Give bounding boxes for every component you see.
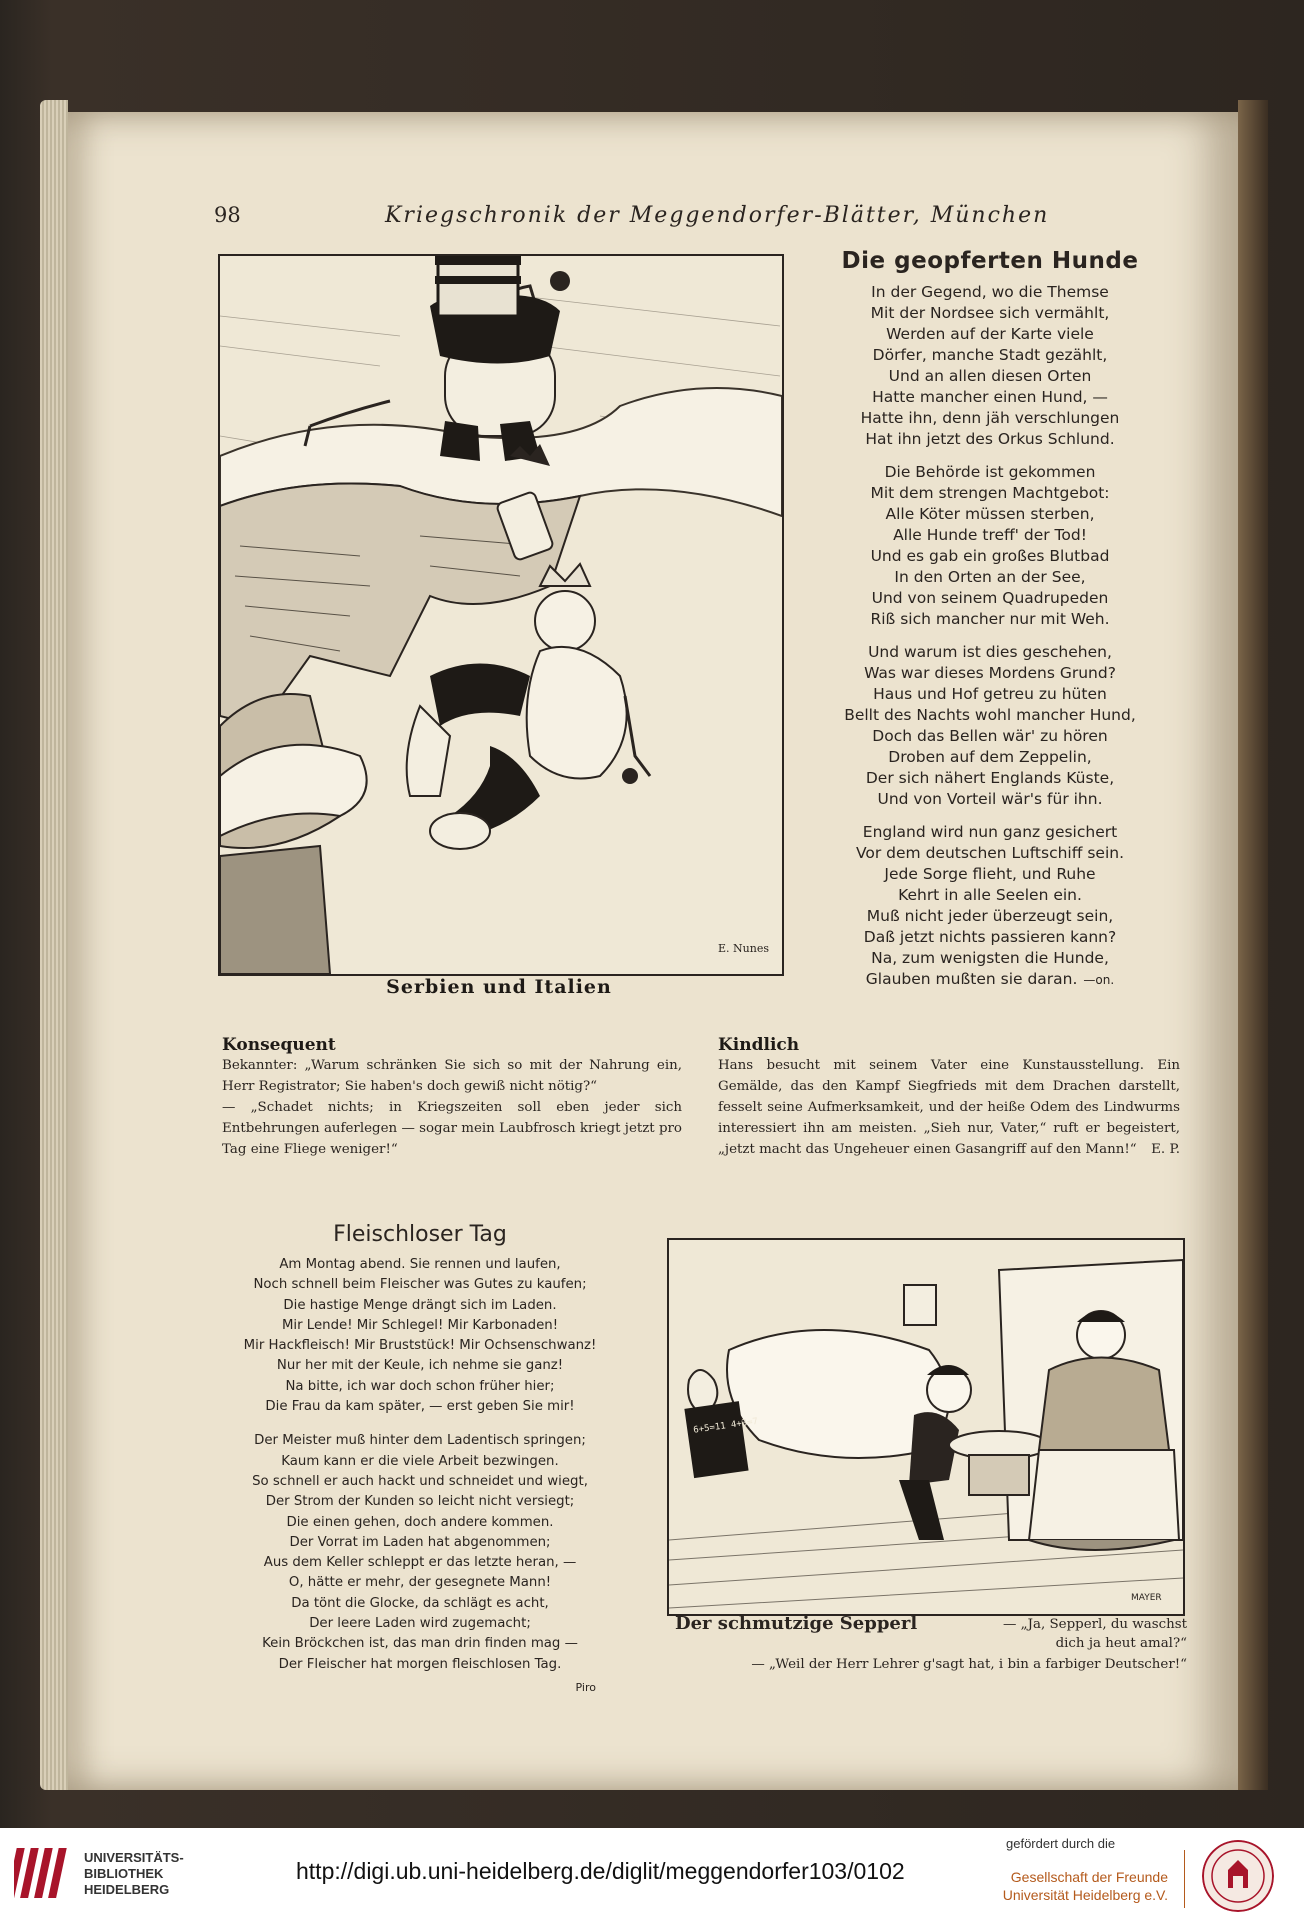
fleisch-line: Die hastige Menge drängt sich im Laden. [283, 1297, 557, 1313]
fleischloser-tag-title: Fleischloser Tag [333, 1222, 507, 1247]
poem-stanza [820, 462, 1160, 630]
poem-line: Na, zum wenigsten die Hunde, [871, 949, 1109, 967]
poem-stanza [820, 282, 1160, 450]
fleisch-line: Da tönt die Glocke, da schlägt es acht, [291, 1595, 549, 1611]
fleisch-line: Kein Bröckchen ist, das man drin finden mag — [262, 1636, 578, 1652]
poem-title: Die geopferten Hunde [841, 248, 1139, 274]
funded-by-label: gefördert durch die [1006, 1836, 1116, 1851]
poem-fleischloser-tag [220, 1222, 620, 1694]
kindlich-signature: E. P. [1151, 1142, 1180, 1157]
fleisch-line: Die einen gehen, doch andere kommen. [286, 1514, 554, 1530]
footer-divider [1184, 1850, 1185, 1908]
konsequent-text [222, 1055, 682, 1160]
poem-line: In den Orten an der See, [894, 568, 1086, 586]
fleisch-line: Die Frau da kam später, — erst geben Sie mir! [265, 1399, 575, 1415]
fleisch-line: Noch schnell beim Fleischer was Gutes zu kaufen; [253, 1277, 587, 1293]
poem-line: Jede Sorge flieht, und Ruhe [884, 865, 1096, 883]
cartoon-sepperl-illustration [669, 1240, 1183, 1614]
poem-line: England wird nun ganz gesichert [862, 823, 1118, 841]
poem-line: Die Behörde ist gekommen [884, 463, 1096, 481]
fleisch-line: Der leere Laden wird zugemacht; [309, 1616, 531, 1632]
fleisch-stanza [220, 1255, 620, 1417]
poem-line: Und an allen diesen Orten [888, 367, 1092, 385]
poem-line: Hatte ihn, denn jäh verschlungen [860, 409, 1120, 427]
sepperl-answer: — „Weil der Herr Lehrer g'sagt hat, i bin a farbiger Deutscher!“ [751, 1657, 1187, 1672]
sepperl-question: — „Ja, Sepperl, du waschst dich ja heut amal?“ [1003, 1617, 1187, 1651]
poem-line: In der Gegend, wo die Themse [871, 283, 1109, 301]
society-name [1000, 1868, 1168, 1904]
fleisch-line: Nur her mit der Keule, ich nehme sie ganz! [276, 1358, 564, 1374]
poem-line: Was war dieses Mordens Grund? [864, 664, 1116, 682]
book-spine [1238, 100, 1268, 1790]
library-name-line: HEIDELBERG [84, 1882, 170, 1897]
poem-stanza [820, 642, 1160, 810]
poem-stanza [820, 822, 1160, 991]
cartoon-caption: Serbien und Italien [386, 976, 612, 998]
kindlich-title: Kindlich [718, 1035, 800, 1055]
poem-line: Hatte mancher einen Hund, — [872, 388, 1108, 406]
poem-line: Haus und Hof getreu zu hüten [873, 685, 1107, 703]
poem-geopferte-hunde [820, 248, 1160, 1003]
library-name-line: UNIVERSITÄTS- [84, 1850, 184, 1865]
fleisch-line: Aus dem Keller schleppt er das letzte heran, — [263, 1555, 577, 1571]
fleisch-line: O, hätte er mehr, der gesegnete Mann! [288, 1575, 552, 1591]
running-header: Kriegschronik der Meggendorfer-Blätter, München [385, 203, 1050, 228]
book-page-edges [40, 100, 68, 1790]
poem-signature: —on. [1083, 973, 1115, 987]
fleisch-stanza [220, 1431, 620, 1675]
poem-line: Werden auf der Karte viele [886, 325, 1094, 343]
fleisch-line: Der Vorrat im Laden hat abgenommen; [289, 1534, 551, 1550]
poem-line: Und es gab ein großes Blutbad [870, 547, 1110, 565]
article-kindlich [718, 1035, 1180, 1160]
poem-line: Bellt des Nachts wohl mancher Hund, [844, 706, 1136, 724]
konsequent-paragraph: — „Schadet nichts; in Kriegszeiten soll eben jeder sich Entbehrungen auferlegen — sogar mein Laubfrosch kriegt jetzt pro Tag eine Fliege weniger!“ [222, 1100, 682, 1157]
fleisch-signature: Piro [575, 1680, 596, 1694]
article-konsequent [222, 1035, 682, 1160]
poem-line [820, 969, 1160, 991]
fleisch-line: Am Montag abend. Sie rennen und laufen, [279, 1257, 561, 1272]
poem-line: Mit dem strengen Machtgebot: [870, 484, 1110, 502]
ub-logo-icon [14, 1842, 74, 1904]
poem-line: Vor dem deutschen Luftschiff sein. [855, 844, 1125, 862]
fleisch-line: Der Meister muß hinter dem Ladentisch springen; [254, 1433, 586, 1449]
sepperl-title: Der schmutzige Sepperl [675, 1613, 918, 1634]
poem-line: Dörfer, manche Stadt gezählt, [872, 346, 1108, 364]
society-name-line: Gesellschaft der Freunde [1010, 1869, 1168, 1885]
cartoon-serbien-italien [218, 254, 784, 976]
library-name-line: BIBLIOTHEK [84, 1866, 164, 1881]
poem-line: Alle Köter müssen sterben, [885, 505, 1095, 523]
fleisch-line: Na bitte, ich war doch schon früher hier; [285, 1378, 555, 1394]
artist-signature: E. Nunes [718, 942, 769, 955]
fleisch-line: Mir Hackfleisch! Mir Bruststück! Mir Ochsenschwanz! [243, 1338, 597, 1354]
poem-line-text: Glauben mußten sie daran. [865, 970, 1078, 988]
fleisch-line: Kaum kann er die viele Arbeit bezwingen. [281, 1453, 559, 1469]
fleisch-line: Der Strom der Kunden so leicht nicht versiegt; [265, 1494, 575, 1510]
konsequent-paragraph: Bekannter: „Warum schränken Sie sich so mit der Nahrung ein, Herr Registrator; Sie haben's doch gewiß nicht nötig?“ [222, 1058, 682, 1094]
poem-line: Mit der Nordsee sich vermählt, [870, 304, 1110, 322]
poem-line: Und von seinem Quadrupeden [871, 589, 1109, 607]
poem-line: Und von Vorteil wär's für ihn. [877, 790, 1103, 808]
kindlich-paragraph: Hans besucht mit seinem Vater eine Kunstausstellung. Ein Gemälde, das den Kampf Siegfrieds mit dem Drachen darstellt, fesselt seine Aufmerksamkeit, und der heiße Odem des Lindwurms interessiert ihn am meisten. „Sieh nur, Vater,“ ruft er begeistert, „jetzt macht das Ungeheuer einen Gasangriff auf den Mann!“ [718, 1058, 1180, 1157]
fleisch-line: So schnell er auch hackt und schneidet und wiegt, [252, 1473, 588, 1489]
poem-line: Daß jetzt nichts passieren kann? [863, 928, 1117, 946]
fleisch-line: Der Fleischer hat morgen fleischlosen Tag. [278, 1656, 562, 1672]
poem-line: Doch das Bellen wär' zu hören [872, 727, 1108, 745]
cartoon2-signature: MAYER [1131, 1593, 1162, 1603]
kindlich-text [718, 1055, 1180, 1160]
page-number: 98 [214, 203, 241, 227]
society-name-line: Universität Heidelberg e.V. [1002, 1887, 1168, 1903]
poem-line: Der sich nähert Englands Küste, [865, 769, 1115, 787]
cartoon-schmutzige-sepperl [667, 1238, 1185, 1616]
fleisch-line: Mir Lende! Mir Schlegel! Mir Karbonaden! [281, 1317, 559, 1333]
poem-line: Droben auf dem Zeppelin, [888, 748, 1092, 766]
poem-line: Alle Hunde treff' der Tod! [893, 526, 1087, 544]
poem-line: Kehrt in alle Seelen ein. [898, 886, 1082, 904]
library-name [84, 1850, 184, 1898]
poem-line: Hat ihn jetzt des Orkus Schlund. [865, 430, 1115, 448]
cartoon-illustration [220, 256, 782, 974]
university-seal-icon [1202, 1840, 1274, 1912]
poem-line: Riß sich mancher nur mit Weh. [870, 610, 1110, 628]
poem-line: Und warum ist dies geschehen, [868, 643, 1112, 661]
poem-line: Muß nicht jeder überzeugt sein, [866, 907, 1114, 925]
slate-text: 6+5=11 4+3=7 [692, 1416, 759, 1436]
konsequent-title: Konsequent [222, 1035, 336, 1055]
source-url[interactable]: http://digi.ub.uni-heidelberg.de/diglit/meggendorfer103/0102 [296, 1858, 905, 1884]
digitization-footer [0, 1828, 1304, 1922]
